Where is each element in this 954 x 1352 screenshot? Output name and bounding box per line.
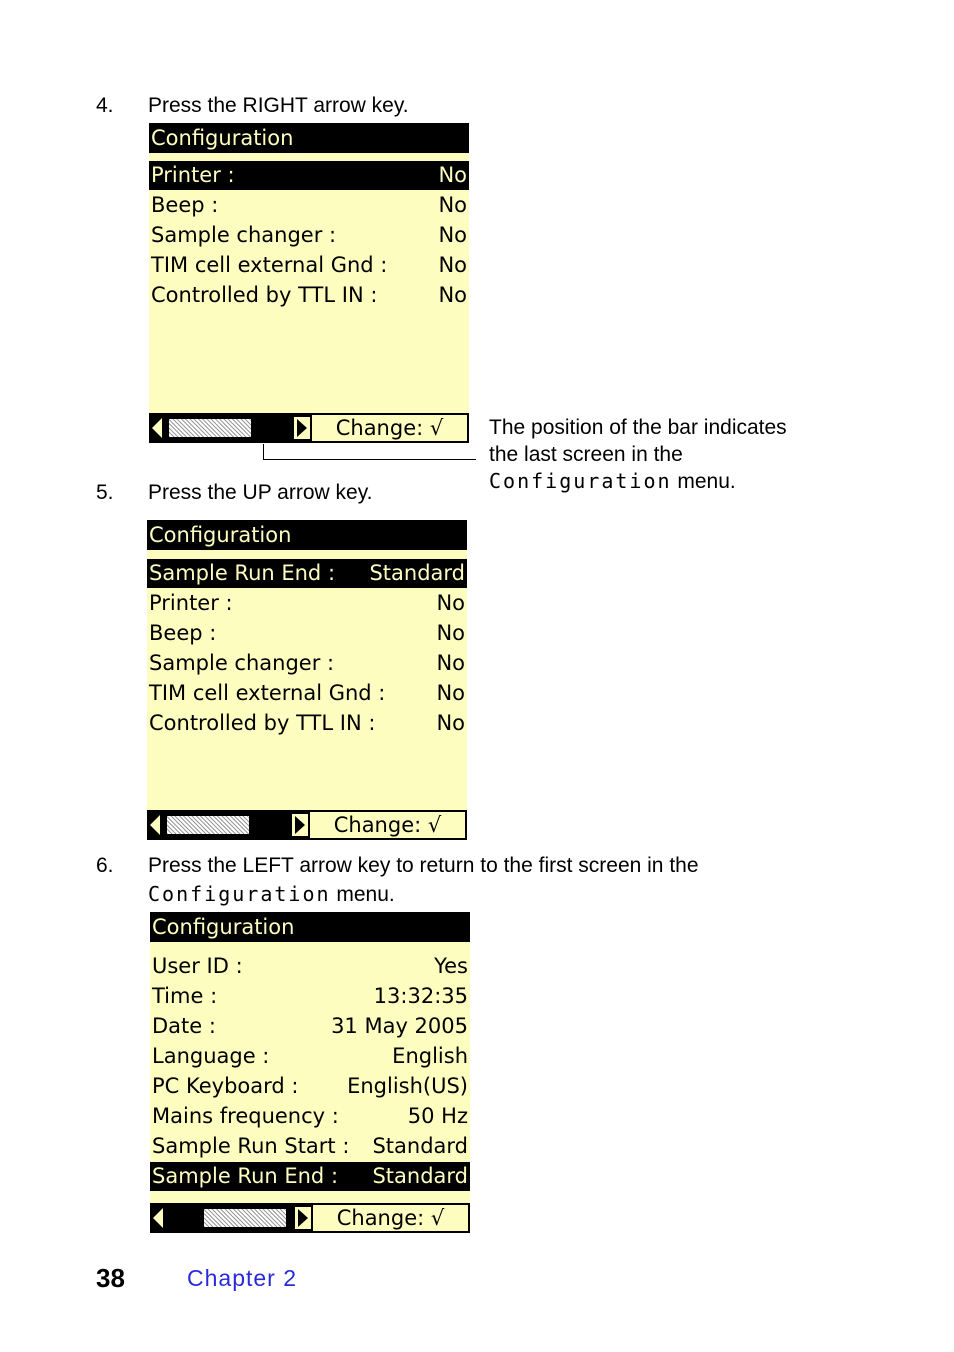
left-arrow-icon — [150, 815, 160, 835]
lcd-screen-configuration-3 — [150, 912, 470, 1233]
menu-row: Mains frequency : 50 Hz — [152, 1104, 468, 1128]
change-softkey-label: Change: √ — [313, 1205, 468, 1231]
menu-row: Time : 13:32:35 — [152, 984, 468, 1008]
scroll-thumb — [204, 1209, 286, 1227]
scroll-thumb — [169, 419, 251, 437]
change-softkey-label: Change: √ — [310, 812, 465, 838]
menu-row: Language : English — [152, 1044, 468, 1068]
menu-row: Controlled by TTL IN : No — [149, 711, 465, 735]
chapter-label: Chapter 2 — [187, 1265, 298, 1291]
screen-title: Configuration — [149, 123, 469, 153]
scroll-track — [167, 417, 287, 439]
callout-line: the last screen in the — [489, 443, 683, 466]
step-text-line2: Configuration menu. — [148, 882, 395, 906]
callout-leader-line — [263, 444, 476, 460]
menu-row: PC Keyboard : English(US) — [152, 1074, 468, 1098]
menu-row: Sample Run Start : Standard — [152, 1134, 468, 1158]
menu-row: Sample changer : No — [149, 651, 465, 675]
menu-row: Beep : No — [151, 193, 467, 217]
scroll-track — [168, 1207, 288, 1229]
screen-footer — [149, 413, 469, 443]
left-arrow-icon — [153, 1208, 163, 1228]
step-text: Press the UP arrow key. — [148, 481, 373, 504]
screen-title: Configuration — [147, 520, 467, 550]
menu-row: Beep : No — [149, 621, 465, 645]
menu-row: TIM cell external Gnd : No — [151, 253, 467, 277]
screen-footer — [147, 810, 467, 840]
step-text: Press the RIGHT arrow key. — [148, 94, 409, 117]
menu-row: Printer : No — [149, 591, 465, 615]
lcd-screen-configuration-1 — [149, 123, 469, 443]
menu-row: User ID : Yes — [152, 954, 468, 978]
step-number: 6. — [96, 854, 114, 877]
left-arrow-icon — [152, 418, 162, 438]
menu-row: Controlled by TTL IN : No — [151, 283, 467, 307]
callout-line: Configuration menu. — [489, 469, 736, 493]
right-arrow-icon — [295, 1207, 311, 1229]
menu-row: TIM cell external Gnd : No — [149, 681, 465, 705]
step-number: 5. — [96, 481, 114, 504]
step-number: 4. — [96, 94, 114, 117]
callout-note — [489, 414, 829, 495]
screen-title: Configuration — [150, 912, 470, 942]
screen-footer — [150, 1203, 470, 1233]
menu-name-mono: Configuration — [148, 882, 331, 906]
menu-row: Sample Run End : Standard — [150, 1162, 470, 1191]
right-arrow-icon — [294, 417, 310, 439]
scroll-thumb — [167, 816, 249, 834]
menu-row: Date : 31 May 2005 — [152, 1014, 468, 1038]
right-arrow-icon — [292, 814, 308, 836]
step-text: Press the LEFT arrow key to return to the first screen in the — [148, 854, 699, 877]
menu-row: Sample changer : No — [151, 223, 467, 247]
scroll-track — [165, 814, 285, 836]
page-number: 38 — [96, 1263, 125, 1293]
change-softkey-label: Change: √ — [312, 415, 467, 441]
menu-row: Printer : No — [149, 161, 469, 190]
menu-name-mono: Configuration — [489, 469, 672, 493]
lcd-screen-configuration-2 — [147, 520, 467, 840]
menu-row: Sample Run End : Standard — [147, 559, 467, 588]
callout-line: The position of the bar indicates — [489, 416, 787, 439]
